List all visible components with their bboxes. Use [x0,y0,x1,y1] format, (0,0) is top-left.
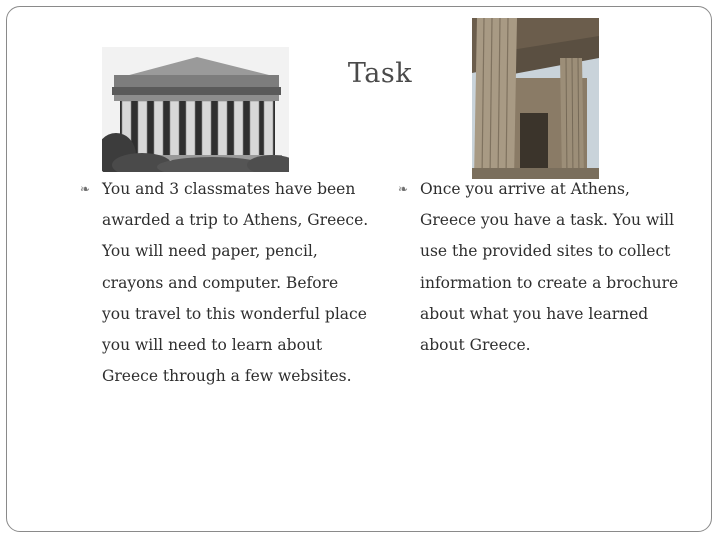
text-line: Once you arrive at Athens, [420,180,630,198]
text-line: You and 3 classmates have been [102,180,356,198]
right-text-column [398,174,688,361]
right-bullet-paragraph [398,174,688,361]
text-line: information to create a brochure [420,273,679,292]
left-bullet-paragraph [80,174,370,392]
text-line: You will need paper, pencil, [102,242,318,261]
left-paragraph-text [102,174,370,392]
parthenon-columns-photo [472,18,599,179]
text-line: you travel to this wonderful place [102,304,367,323]
slide-title: Task [347,58,413,89]
text-line: Greece you have a task. You will [420,211,675,230]
text-line: use the provided sites to collect [420,242,671,261]
text-line: Greece through a few websites. [102,367,352,386]
text-line: you will need to learn about [102,336,323,355]
flower-bullet-icon: ❧ [398,182,409,196]
flower-bullet-icon: ❧ [80,182,91,196]
greek-temple-photo [102,47,289,172]
left-text-column [80,174,370,392]
text-line: awarded a trip to Athens, Greece. [102,211,369,230]
text-line: about what you have learned [420,304,649,323]
text-line: crayons and computer. Before [102,273,339,292]
right-paragraph-text [420,174,688,361]
text-line: about Greece. [420,336,531,355]
